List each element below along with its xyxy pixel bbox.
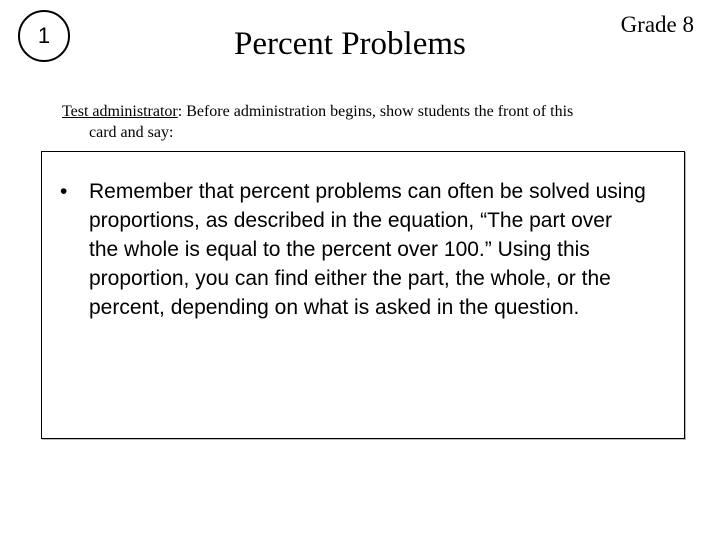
page-title: Percent Problems (234, 26, 466, 62)
script-line: percent, depending on what is asked in the question. (89, 296, 580, 319)
script-line: proportions, as described in the equation, “The part over (89, 209, 612, 232)
script-line: proportion, you can find either the part, the whole, or the (89, 267, 611, 290)
administrator-instruction (62, 101, 662, 143)
grade-label: Grade 8 (620, 12, 694, 37)
card-number-badge (18, 10, 70, 62)
script-line: the whole is equal to the percent over 100.” Using this (89, 238, 590, 261)
instruction-line-1 (62, 101, 662, 122)
card-number-text: 1 (37, 23, 51, 48)
script-box (41, 151, 685, 439)
script-bullet-list (60, 177, 670, 322)
instruction-text-1: : Before administration begins, show students the front of this (177, 103, 574, 120)
script-bullet-item (60, 177, 670, 322)
instruction-line-2: card and say: (89, 124, 174, 141)
instruction-label: Test administrator (62, 103, 178, 120)
script-line: Remember that percent problems can often be solved using (89, 180, 646, 203)
bullet-icon: • (60, 180, 68, 203)
